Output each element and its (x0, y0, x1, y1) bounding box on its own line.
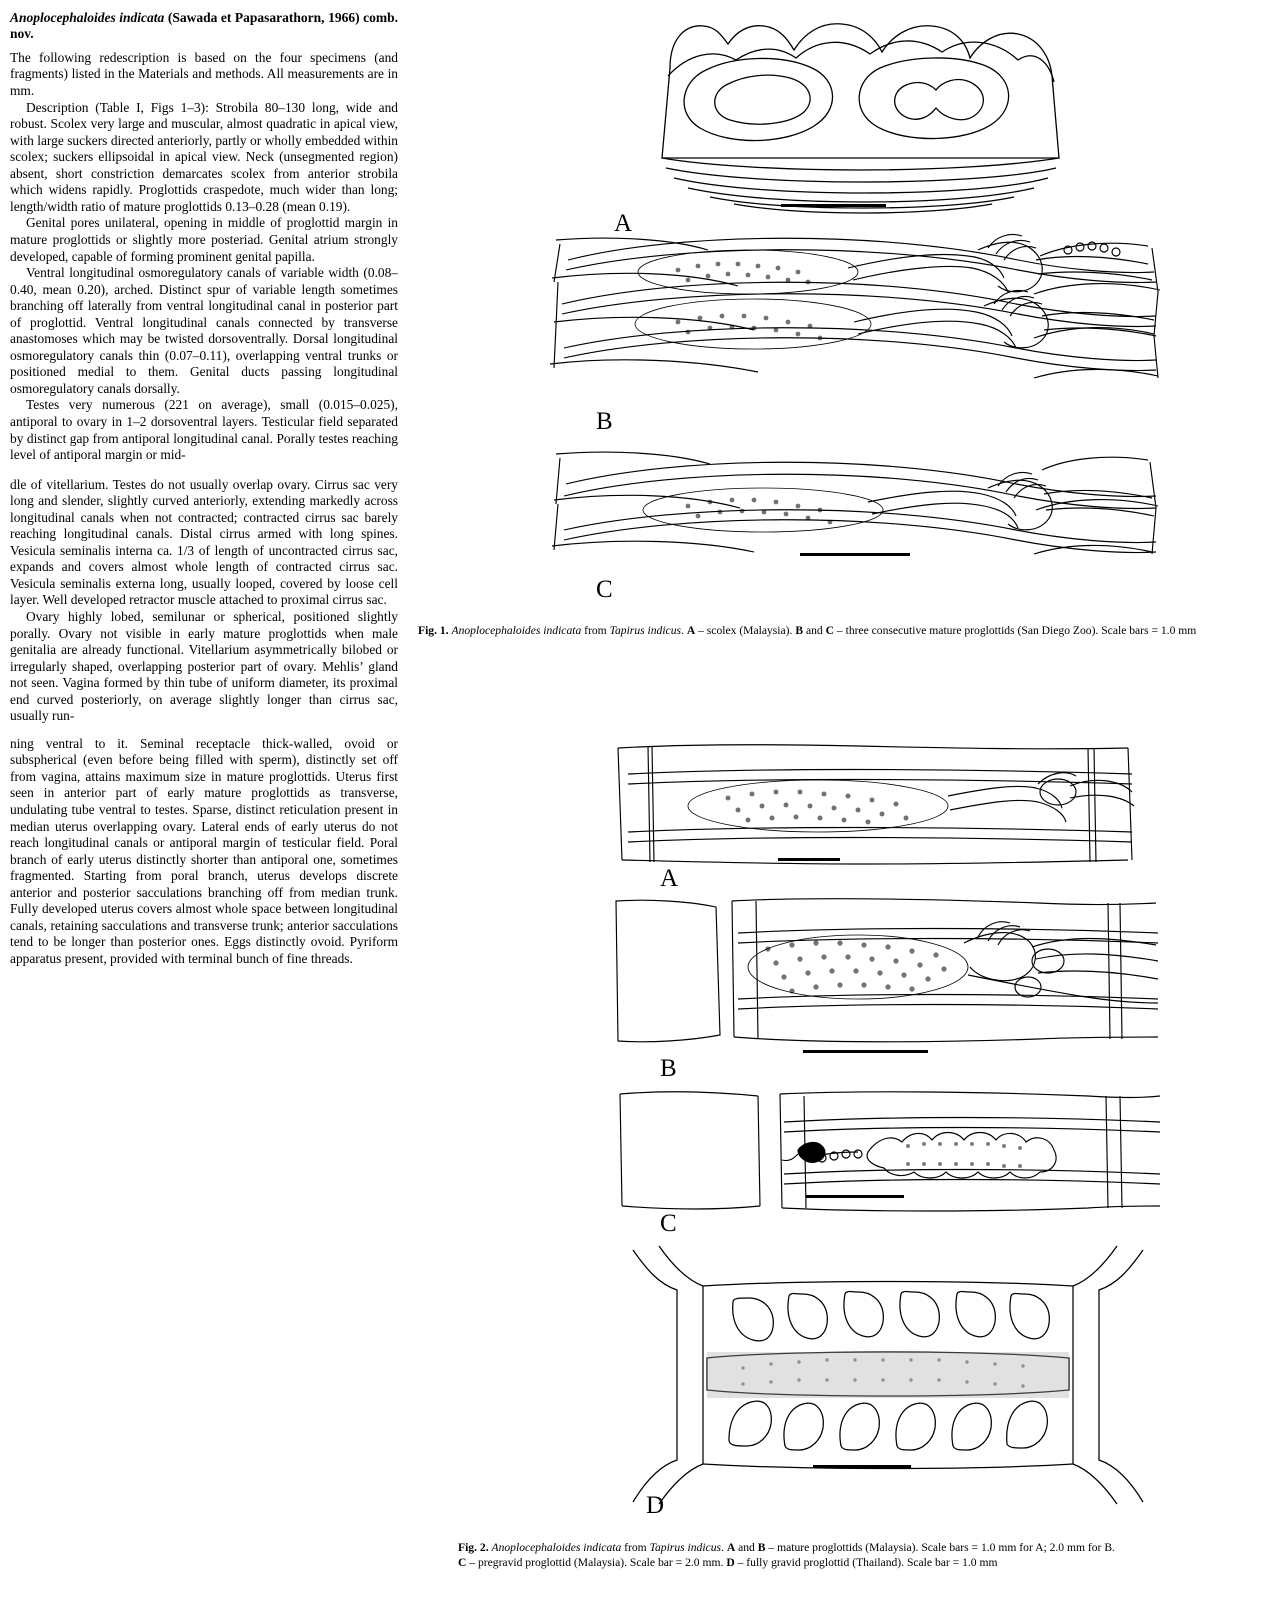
figure-2-caption-a: A (726, 1541, 736, 1554)
figure-1-panel-a-art (618, 8, 1138, 223)
figure-1-panel-label-b: B (596, 408, 613, 435)
figure-2-caption-b: B (757, 1541, 766, 1554)
figure-2-caption-d-text: – fully gravid proglottid (Thailand). Scale bar = 1.0 mm (734, 1556, 998, 1570)
figure-2-caption-c-text: – pregravid proglottid (Malaysia). Scale bar = 2.0 mm. (466, 1556, 727, 1570)
figure-1-scalebar-a (781, 204, 886, 207)
figure-1-caption-from: from (581, 624, 610, 637)
figure-1-scalebar-c (800, 553, 910, 556)
figure-1-panel-c-art (548, 440, 1168, 600)
figure-2-panel-d-art (603, 1240, 1173, 1510)
figure-1-caption-host: Tapirus indicus (609, 624, 682, 637)
figure-1 (418, 8, 1263, 668)
figure-1-caption-species: Anoplocephaloides indicata (451, 624, 582, 637)
figure-2-caption-species: Anoplocephaloides indicata (491, 1541, 622, 1554)
figure-2-panel-label-d: D (646, 1492, 665, 1519)
species-name: Anoplocephaloides indicata (10, 10, 165, 25)
figure-2-panel-b-art (608, 895, 1168, 1055)
figure-1-caption-c: C (825, 624, 834, 637)
figure-2-caption-and: and (735, 1541, 758, 1554)
figure-1-caption-dot: . (681, 624, 687, 637)
paragraph-6: dle of vitellarium. Testes do not usually overlap ovary. Cirrus sac very long and slender, slightly curved anteriorly, extending markedly across longitudinal canals when not contracted; contracted cirrus sac barely reaching longitudinal canals. Distal cirrus armed with long spines. Vesicula seminalis interna ca. 1/3 of length of uncontracted cirrus sac, expands and covers almost whole length of contracted cirrus sac. Vesicula seminalis externa long, usually looped, covered by loose cell layer. Well developed retractor muscle attached to proximal cirrus sac. (10, 476, 398, 608)
figure-1-label: Fig. 1. (418, 624, 449, 637)
figure-2-caption-ab-text: – mature proglottids (Malaysia). Scale bars = 1.0 mm for A; 2.0 mm for B. (765, 1541, 1115, 1554)
paragraph-8: ning ventral to it. Seminal receptacle thick-walled, ovoid or subspherical (even before being filled with sperm), distinctly set off from vagina, attains maximum size in mature proglottids. Uterus first seen in anterior part of early mature proglottids as transverse, undulating tube ventral to testes. Sparse, distinct reticulation present in median uterus overlapping ovary. Lateral ends of early uterus do not reach longitudinal canals or antiporal margin of testicular field. Poral branch of early uterus distinctly shorter than antiporal one, sometimes fragmented. Starting from poral branch, uterus develops discrete anterior and posterior sacculations branching off from median trunk. Fully developed uterus covers almost whole space between longitudinal canals, retaining sacculations and transverse trunk; anterior sacculations tend to be longer than posterior ones. Eggs distinctly ovoid. Pyriform apparatus present, provided with terminal bunch of fine threads. (10, 735, 398, 966)
figure-2-label: Fig. 2. (458, 1541, 489, 1554)
figure-2 (418, 740, 1263, 1590)
text-column (10, 10, 398, 967)
figure-2-caption-d: D (726, 1556, 735, 1570)
figure-2-panel-label-a: A (660, 865, 679, 892)
figure-2-scalebar-c (806, 1195, 904, 1198)
paragraph-2: Description (Table I, Figs 1–3): Strobila 80–130 long, wide and robust. Scolex very large and muscular, almost quadratic in apical view, with large suckers directed anteriorly, partly or wholly embedded within scolex; suckers ellipsoidal in apical view. Neck (unsegmented region) absent, short constriction demarcates scolex from anterior strobila which widens rapidly. Proglottids craspedote, much wider than long; length/width ratio of mature proglottids 0.13–0.28 (mean 0.19). (10, 99, 398, 214)
figure-2-caption-from: from (621, 1541, 650, 1554)
paragraph-7: Ovary highly lobed, semilunar or spherical, positioned slightly porally. Ovary not visible in early mature proglottids when male genitalia are already functional. Vitellarium asymmetrically bilobed or irregularly shaped, overlapping posterior part of ovary. Mehlis’ gland not seen. Vagina formed by thin tube of uniform diameter, its proximal end curved posteriorly, on average slightly longer than cirrus sac, usually run- (10, 608, 398, 724)
figure-2-caption: Fig. 2. Anoplocephaloides indicata from Tapirus indicus. A and B – mature proglottids (Malaysia). Scale bars = 1.0 mm for A; 2.0 mm for B. C – pregravid proglottid (Malaysia). Scale bar = 2.0 mm. D – fully gravid proglottid (Thailand). Scale bar = 1.0 mm (458, 1541, 1115, 1570)
figure-2-caption-c: C (458, 1556, 467, 1570)
figure-1-caption (418, 623, 1258, 638)
figure-2-scalebar-b (803, 1050, 928, 1053)
figure-2-scalebar-a (778, 858, 840, 861)
figure-2-scalebar-d (813, 1465, 911, 1468)
figure-1-caption-b: B (795, 624, 804, 637)
paragraph-5: Testes very numerous (221 on average), small (0.015–0.025), antiporal to ovary in 1–2 dorsoventral layers. Testicular field separated by distinct gap from antiporal longitudinal canal. Porally testes reaching level of antiporal margin or mid- (10, 397, 398, 463)
paragraph-1: The following redescription is based on the four specimens (and fragments) listed in the Materials and methods. All measurements are in mm. (10, 49, 398, 99)
species-authority: (Sawada et Papasarathorn, 1966) comb. nov. (10, 10, 398, 42)
figure-1-caption-and: and (803, 624, 826, 637)
figure-2-panel-label-c: C (660, 1210, 677, 1237)
figure-1-caption-a-text: – scolex (Malaysia). (695, 624, 796, 637)
figure-1-panel-b-art (548, 230, 1168, 430)
figure-1-panel-label-c: C (596, 576, 613, 603)
figure-1-caption-rest: – three consecutive mature proglottids (San Diego Zoo). Scale bars = 1.0 mm (834, 624, 1197, 637)
figure-2-caption-host: Tapirus indicus (649, 1541, 722, 1554)
figure-1-panel-label-a: A (614, 210, 633, 237)
figure-2-panel-a-art (608, 740, 1168, 875)
species-heading (10, 10, 398, 43)
paragraph-4: Ventral longitudinal osmoregulatory canals of variable width (0.08–0.40, mean 0.20), arched. Distinct spur of variable length sometimes branching off laterally from ventral longitudinal canal in posterior part of proglottid. Ventral longitudinal canals connected by transverse anastomoses which may be twisted dorsoventrally. Dorsal longitudinal osmoregulatory canals thin (0.07–0.11), overlapping ventral trunks or positioned medial to them. Genital ducts passing longitudinal osmoregulatory canals dorsally. (10, 265, 398, 396)
paragraph-3: Genital pores unilateral, opening in middle of proglottid margin in mature proglottids or slightly more posteriad. Genital atrium strongly developed, capable of forming prominent genital papilla. (10, 215, 398, 264)
figure-1-caption-a: A (686, 624, 696, 637)
figure-2-panel-label-b: B (660, 1055, 677, 1082)
figure-2-panel-c-art (608, 1088, 1168, 1218)
